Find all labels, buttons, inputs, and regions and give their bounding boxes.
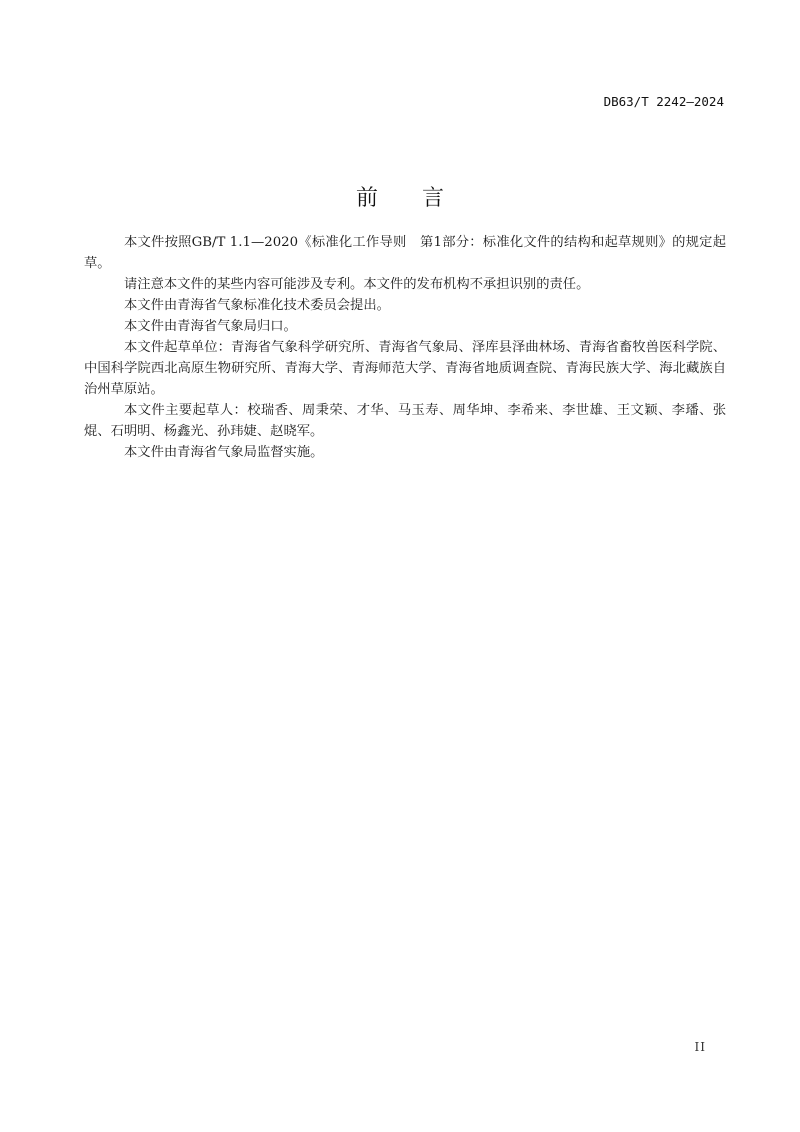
paragraph-drafters: 本文件主要起草人：校瑞香、周秉荣、才华、马玉寿、周华坤、李希来、李世雄、王文颖、李璠、张焜、石明明、杨鑫光、孙玮婕、赵晓军。 xyxy=(84,403,726,439)
page-title xyxy=(0,181,800,212)
paragraph-supervision: 本文件由青海省气象局监督实施。 xyxy=(124,445,324,460)
standard-code: DB63/T 2242—2024 xyxy=(603,94,724,109)
title-char-2: 言 xyxy=(422,185,445,211)
paragraph-drafting-basis: 本文件按照GB/T 1.1—2020《标准化工作导则 第1部分：标准化文件的结构和起草规则》的规定起草。 xyxy=(84,235,726,271)
paragraph-drafting-units: 本文件起草单位：青海省气象科学研究所、青海省气象局、泽库县泽曲林场、青海省畜牧兽医科学院、中国科学院西北高原生物研究所、青海大学、青海师范大学、青海省地质调查院、青海民族大学、海北藏族自治州草原站。 xyxy=(84,340,726,397)
page-number: II xyxy=(694,1040,706,1054)
title-char-1: 前 xyxy=(355,185,378,211)
paragraph-proposer: 本文件由青海省气象标准化技术委员会提出。 xyxy=(124,298,390,313)
foreword-body xyxy=(84,232,726,463)
paragraph-patent-notice: 请注意本文件的某些内容可能涉及专利。本文件的发布机构不承担识别的责任。 xyxy=(124,277,590,292)
paragraph-centralized-by: 本文件由青海省气象局归口。 xyxy=(124,319,297,334)
